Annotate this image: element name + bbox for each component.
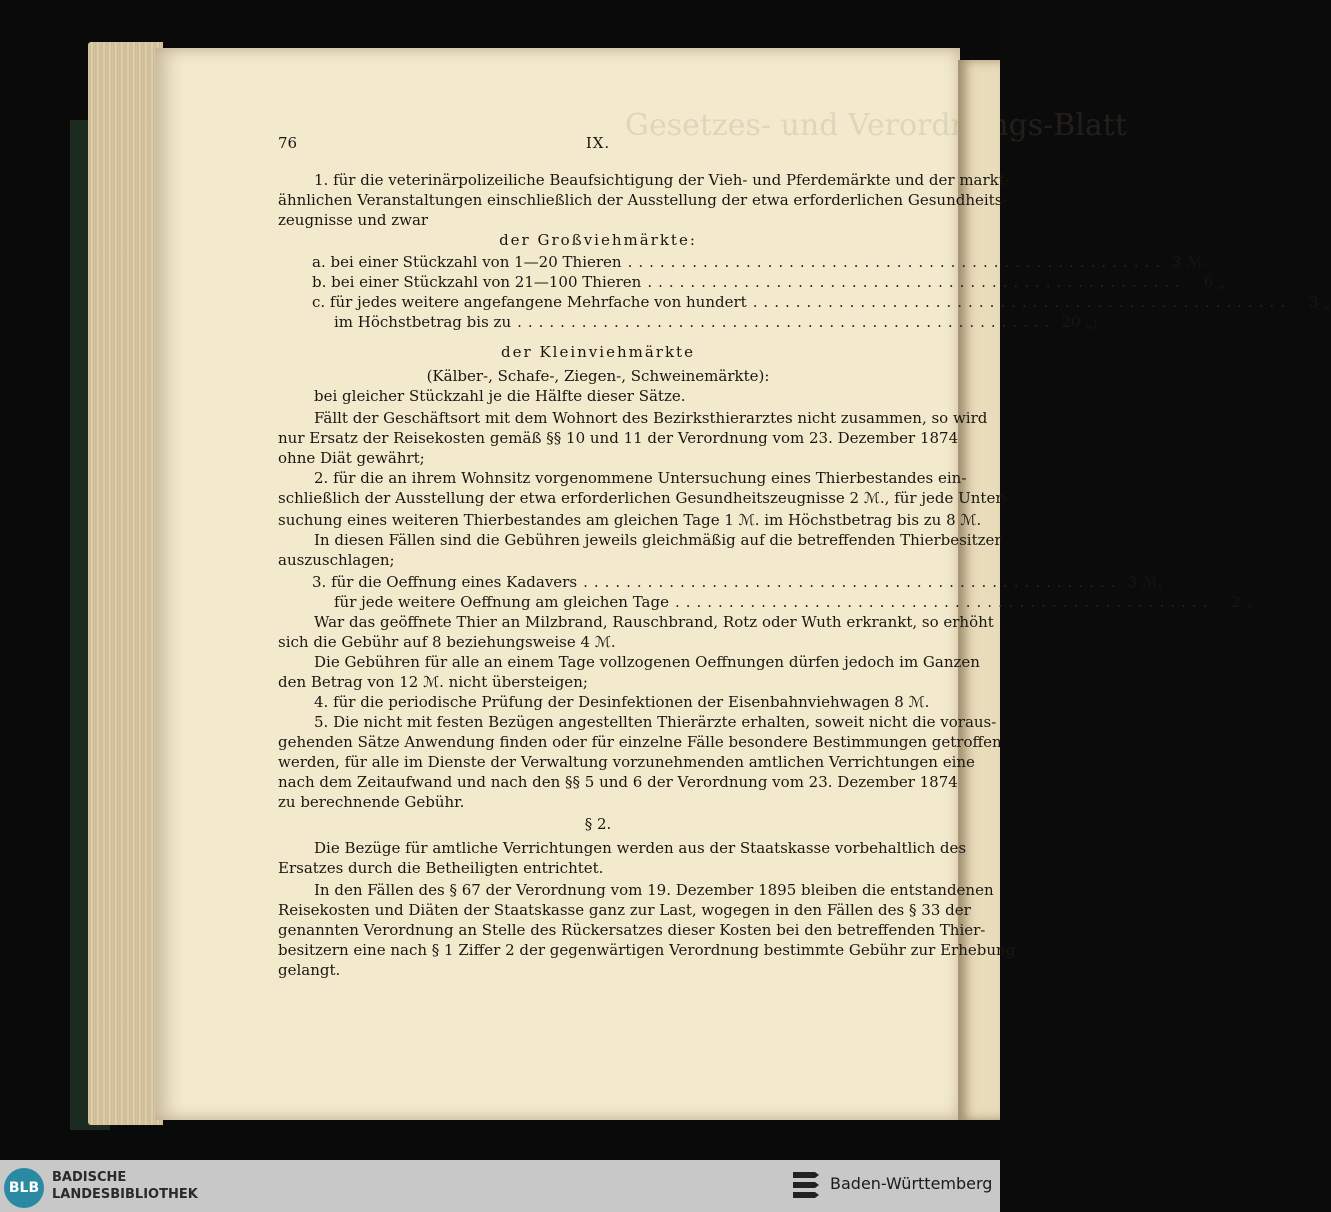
- footer-bar: [0, 1160, 1000, 1212]
- text-line: ähnlichen Veranstaltungen einschließlich der Ausstellung der etwa erforderlichen Gesundheits-: [278, 191, 1008, 209]
- coat-of-arms-lions-icon: [790, 1168, 822, 1204]
- fee-label: a. bei einer Stückzahl von 1—20 Thieren: [312, 253, 622, 271]
- section-heading: der Kleinviehmärkte: [501, 343, 695, 361]
- text-line: werden, für alle im Dienste der Verwaltung vorzunehmenden amtlichen Verrichtungen eine: [278, 753, 975, 771]
- text-line: Ersatzes durch die Betheiligten entrichtet.: [278, 859, 604, 877]
- fee-row: [312, 572, 1163, 592]
- fee-value: 3 ℳ.: [1127, 573, 1163, 591]
- fee-value: 20 „;: [1061, 313, 1099, 331]
- text-line: In den Fällen des § 67 der Verordnung vom 19. Dezember 1895 bleiben die entstandenen: [314, 881, 994, 899]
- bleed-through-heading: Gesetzes- und Verordnungs-Blatt: [625, 108, 1127, 143]
- text-line: genannten Verordnung an Stelle des Rückersatzes dieser Kosten bei den betreffenden Thier-: [278, 921, 986, 939]
- text-line: besitzern eine nach § 1 Ziffer 2 der gegenwärtigen Verordnung bestimmte Gebühr zur Erhebung: [278, 941, 1016, 959]
- text-line: bei gleicher Stückzahl je die Hälfte dieser Sätze.: [314, 387, 686, 405]
- text-line: schließlich der Ausstellung der etwa erforderlichen Gesundheitszeugnisse 2 ℳ., für jede Unter-: [278, 489, 1008, 507]
- fee-row: [312, 252, 1208, 272]
- text-line: Die Bezüge für amtliche Verrichtungen werden aus der Staatskasse vorbehaltlich des: [314, 839, 967, 857]
- fee-row: [312, 292, 1331, 312]
- text-line: nach dem Zeitaufwand und nach den §§ 5 und 6 der Verordnung vom 23. Dezember 1874: [278, 773, 958, 791]
- library-name-line: BADISCHE: [52, 1170, 127, 1185]
- fee-value: 3 ℳ.: [1172, 253, 1208, 271]
- text-line: den Betrag von 12 ℳ. nicht übersteigen;: [278, 673, 588, 691]
- fee-label: für jede weitere Oeffnung am gleichen Tage: [334, 593, 669, 611]
- text-line: zu berechnende Gebühr.: [278, 793, 465, 811]
- fee-value: 3 „: [1309, 293, 1331, 311]
- section-heading: der Großviehmärkte:: [499, 231, 697, 249]
- text-line: gelangt.: [278, 961, 341, 979]
- state-name[interactable]: Baden-Württemberg: [830, 1174, 993, 1193]
- section-paragraph-heading: § 2.: [584, 815, 612, 833]
- text-line: gehenden Sätze Anwendung finden oder für einzelne Fälle besondere Bestimmungen getroffen: [278, 733, 1002, 751]
- text-line: zeugnisse und zwar: [278, 211, 429, 229]
- page-number: 76: [278, 134, 298, 152]
- dot-leader: ..................................................: [627, 253, 1166, 271]
- page-header: IX.: [585, 134, 611, 152]
- text-line: Fällt der Geschäftsort mit dem Wohnort des Bezirksthierarztes nicht zusammen, so wird: [314, 409, 988, 427]
- text-line: 2. für die an ihrem Wohnsitz vorgenommene Untersuchung eines Thierbestandes ein-: [314, 469, 967, 487]
- library-name[interactable]: [52, 1169, 198, 1203]
- fee-row: [334, 312, 1099, 332]
- text-line: Reisekosten und Diäten der Staatskasse ganz zur Last, wogegen in den Fällen des § 33 der: [278, 901, 971, 919]
- text-line: sich die Gebühr auf 8 beziehungsweise 4 ℳ.: [278, 633, 616, 651]
- text-line: In diesen Fällen sind die Gebühren jeweils gleichmäßig auf die betreffenden Thierbesitzer: [314, 531, 1002, 549]
- fee-label: im Höchstbetrag bis zu: [334, 313, 512, 331]
- dot-leader: ..................................................: [674, 593, 1214, 611]
- text-line: (Kälber-, Schafe-, Ziegen-, Schweinemärkte):: [426, 367, 770, 385]
- blb-logo[interactable]: BLB: [4, 1168, 44, 1208]
- fee-label: 3. für die Oeffnung eines Kadavers: [312, 573, 578, 591]
- text-line: suchung eines weiteren Thierbestandes am gleichen Tage 1 ℳ. im Höchstbetrag bis zu 8 ℳ.: [278, 511, 982, 529]
- dot-leader: ..................................................: [583, 573, 1122, 591]
- text-line: War das geöffnete Thier an Milzbrand, Rauschbrand, Rotz oder Wuth erkrankt, so erhöht: [314, 613, 994, 631]
- dot-leader: ..................................................: [517, 313, 1056, 331]
- dot-leader: ..................................................: [647, 273, 1186, 291]
- text-line: 5. Die nicht mit festen Bezügen angestellten Thierärzte erhalten, soweit nicht die voraus-: [314, 713, 997, 731]
- fee-label: b. bei einer Stückzahl von 21—100 Thieren: [312, 273, 642, 291]
- text-line: nur Ersatz der Reisekosten gemäß §§ 10 und 11 der Verordnung vom 23. Dezember 1874: [278, 429, 959, 447]
- text-line: ohne Diät gewährt;: [278, 449, 425, 467]
- dot-leader: ..................................................: [752, 293, 1292, 311]
- page-stack-edge: [88, 42, 163, 1125]
- text-line: Die Gebühren für alle an einem Tage vollzogenen Oeffnungen dürfen jedoch im Ganzen: [314, 653, 980, 671]
- text-line: 1. für die veterinärpolizeiliche Beaufsichtigung der Vieh- und Pferdemärkte und der markt-: [314, 171, 1010, 189]
- text-line: 4. für die periodische Prüfung der Desinfektionen der Eisenbahnviehwagen 8 ℳ.: [314, 693, 930, 711]
- fee-value: 6 „: [1203, 273, 1226, 291]
- fee-value: 2 „: [1231, 593, 1254, 611]
- text-line: auszuschlagen;: [278, 551, 395, 569]
- fee-label: c. für jedes weitere angefangene Mehrfache von hundert: [312, 293, 747, 311]
- fee-row: [312, 272, 1226, 292]
- fee-row: [334, 592, 1254, 612]
- library-name-line: LANDESBIBLIOTHEK: [52, 1187, 198, 1202]
